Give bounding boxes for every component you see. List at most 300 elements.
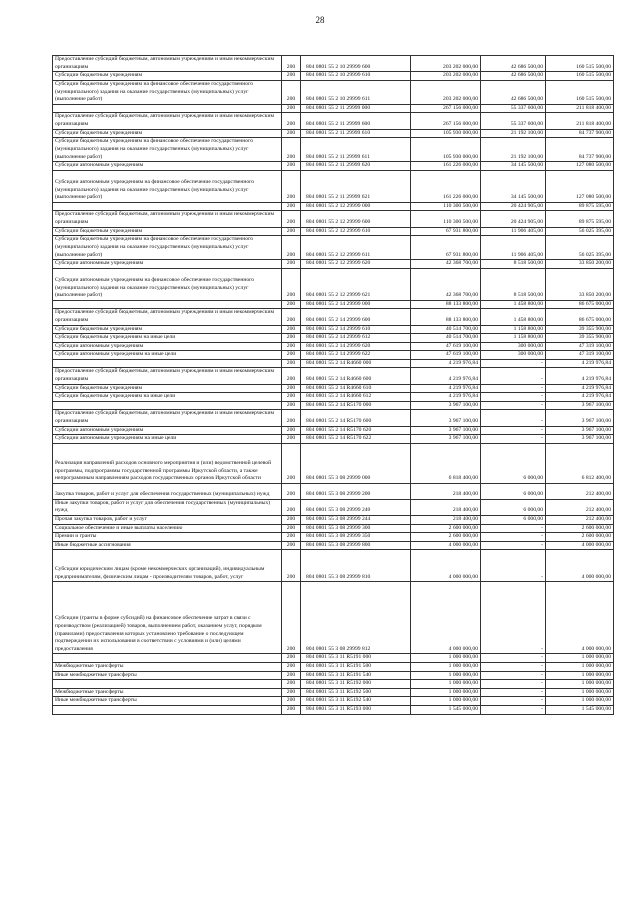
table-row [53,680,614,689]
row-executed-amount: - [481,550,546,582]
row-executed-amount: 1 158 800,00 [481,334,546,343]
row-budget-classification-code: 804 0801 55 2 14 R5170 620 [301,426,411,435]
row-description: Субсидии бюджетным учреждениям на финансовое обеспечение государственного (муниципального) задания на оказание государственных (муниципальных) услуг (выполнение работ) [53,80,282,104]
table-row [53,162,614,171]
row-unexecuted-amount: 160 515 500,00 [546,72,614,81]
row-approved-amount: 47 619 100,00 [411,351,481,360]
row-approved-amount: 2 600 000,00 [411,524,481,533]
row-description: Предоставление субсидий бюджетным, автономным учреждениям и иным некоммерческим организациям [53,410,282,426]
row-description: Субсидии автономным учреждениям [53,426,282,435]
row-description: Предоставление субсидий бюджетным, автономным учреждениям и иным некоммерческим организациям [53,211,282,227]
row-executed-amount: 42 686 500,00 [481,72,546,81]
table-row [53,211,614,227]
row-executed-amount: 1 458 800,00 [481,300,546,309]
row-description: Субсидии бюджетным учреждениям [53,129,282,138]
table-row [53,401,614,410]
row-budget-classification-code: 804 0801 55 2 14 R5170 622 [301,435,411,444]
row-unexecuted-amount: 86 675 000,00 [546,300,614,309]
row-line-code: 200 [282,435,301,444]
row-description [53,104,282,113]
row-line-code: 200 [282,129,301,138]
row-unexecuted-amount: 3 967 100,00 [546,410,614,426]
row-description: Предоставление субсидий бюджетным, автономным учреждениям и иным некоммерческим организациям [53,309,282,325]
row-executed-amount: 42 686 500,00 [481,56,546,72]
row-executed-amount: - [481,435,546,444]
row-line-code: 200 [282,351,301,360]
row-description [53,202,282,211]
row-executed-amount: 34 145 500,00 [481,170,546,202]
row-line-code: 200 [282,662,301,671]
row-line-code: 200 [282,309,301,325]
table-row [53,516,614,525]
row-unexecuted-amount: 89 875 595,00 [546,202,614,211]
row-executed-amount: 55 337 600,00 [481,113,546,129]
row-line-code: 200 [282,113,301,129]
row-budget-classification-code: 804 0801 55 2 14 29999 612 [301,334,411,343]
table-row [53,410,614,426]
row-unexecuted-amount: 84 737 900,00 [546,129,614,138]
row-budget-classification-code: 804 0801 55 2 12 29999 600 [301,211,411,227]
row-budget-classification-code: 804 0801 55 2 14 R5170 000 [301,401,411,410]
row-description: Субсидии автономным учреждениям [53,260,282,269]
row-description: Закупка товаров, работ и услуг для обеспечения государственных (муниципальных) нужд [53,483,282,499]
row-unexecuted-amount: 1 000 000,00 [546,662,614,671]
row-line-code: 200 [282,80,301,104]
table-row [53,688,614,697]
row-unexecuted-amount: 6 812 400,00 [546,443,614,483]
row-line-code: 200 [282,654,301,663]
table-row [53,524,614,533]
row-approved-amount: 3 967 100,00 [411,410,481,426]
row-line-code: 200 [282,56,301,72]
row-approved-amount: 1 000 000,00 [411,662,481,671]
row-budget-classification-code: 804 0801 55 2 11 29999 620 [301,162,411,171]
row-line-code: 200 [282,443,301,483]
row-line-code: 200 [282,680,301,689]
row-approved-amount: 88 133 800,00 [411,309,481,325]
row-unexecuted-amount: 86 675 000,00 [546,309,614,325]
row-description: Иные закупки товаров, работ и услуг для обеспечения государственных (муниципальных) нужд [53,499,282,515]
table-row [53,129,614,138]
row-approved-amount: 267 156 000,00 [411,113,481,129]
row-budget-classification-code: 804 0801 55 2 10 29999 610 [301,72,411,81]
row-description: Социальное обеспечение и иные выплаты населению [53,524,282,533]
row-description [53,654,282,663]
row-budget-classification-code: 804 0801 55 2 14 R4660 000 [301,359,411,368]
row-description: Субсидии бюджетным учреждениям на иные цели [53,393,282,402]
row-unexecuted-amount: 89 875 595,00 [546,211,614,227]
row-budget-classification-code: 804 0801 55 2 11 29999 600 [301,113,411,129]
row-description: Межбюджетные трансферты [53,688,282,697]
row-line-code: 200 [282,393,301,402]
row-description: Иные межбюджетные трансферты [53,697,282,706]
table-row [53,138,614,162]
row-approved-amount: 47 619 100,00 [411,342,481,351]
row-description: Субсидии юридическим лицам (кроме некоммерческих организаций), индивидуальным предпринимателям, физическим лицам - производителям товаров, работ, услуг [53,550,282,582]
row-executed-amount: - [481,410,546,426]
table-row [53,260,614,269]
row-approved-amount: 161 226 000,00 [411,170,481,202]
row-budget-classification-code: 804 0801 55 3 08 29999 812 [301,582,411,654]
table-row [53,325,614,334]
row-unexecuted-amount: 2 600 000,00 [546,533,614,542]
row-executed-amount: - [481,541,546,550]
row-approved-amount: 161 226 000,00 [411,162,481,171]
row-line-code: 200 [282,697,301,706]
row-unexecuted-amount: 4 219 976,84 [546,393,614,402]
row-line-code: 200 [282,342,301,351]
row-executed-amount: - [481,705,546,714]
row-unexecuted-amount: 4 000 000,00 [546,541,614,550]
row-line-code: 200 [282,334,301,343]
row-unexecuted-amount: 56 025 395,00 [546,227,614,236]
row-unexecuted-amount: 56 025 395,00 [546,236,614,260]
table-row [53,342,614,351]
row-line-code: 200 [282,202,301,211]
row-description [53,300,282,309]
row-unexecuted-amount: 1 000 000,00 [546,688,614,697]
row-budget-classification-code: 804 0801 55 3 08 29999 810 [301,550,411,582]
table-row [53,334,614,343]
row-budget-classification-code: 804 0801 55 2 12 29999 620 [301,260,411,269]
row-executed-amount: 20 424 905,00 [481,202,546,211]
row-approved-amount: 203 202 000,00 [411,56,481,72]
row-approved-amount: 110 300 500,00 [411,211,481,227]
row-line-code: 200 [282,688,301,697]
row-approved-amount: 3 967 100,00 [411,401,481,410]
table-row [53,170,614,202]
row-unexecuted-amount: 1 000 000,00 [546,697,614,706]
row-executed-amount: 8 518 500,00 [481,268,546,300]
row-unexecuted-amount: 3 967 100,00 [546,401,614,410]
row-approved-amount: 4 219 976,84 [411,368,481,384]
row-budget-classification-code: 804 0801 55 2 11 29999 610 [301,129,411,138]
row-approved-amount: 1 000 000,00 [411,688,481,697]
row-description: Субсидии бюджетным учреждениям [53,72,282,81]
row-approved-amount: 6 818 400,00 [411,443,481,483]
row-unexecuted-amount: 212 400,00 [546,483,614,499]
row-approved-amount: 267 156 000,00 [411,104,481,113]
row-executed-amount: - [481,533,546,542]
table-row [53,300,614,309]
table-row [53,654,614,663]
row-line-code: 200 [282,533,301,542]
table-row [53,368,614,384]
row-unexecuted-amount: 127 080 500,00 [546,162,614,171]
row-approved-amount: 218 400,00 [411,516,481,525]
row-approved-amount: 1 000 000,00 [411,654,481,663]
row-line-code: 200 [282,516,301,525]
row-approved-amount: 218 400,00 [411,499,481,515]
row-executed-amount: 1 458 800,00 [481,309,546,325]
row-line-code: 200 [282,541,301,550]
row-budget-classification-code: 804 0801 55 2 14 R4660 600 [301,368,411,384]
row-executed-amount: 55 337 600,00 [481,104,546,113]
table-row [53,499,614,515]
row-unexecuted-amount: 2 600 000,00 [546,524,614,533]
table-row [53,582,614,654]
budget-table [52,55,614,715]
table-row [53,483,614,499]
row-budget-classification-code: 804 0801 55 3 11 R5192 000 [301,680,411,689]
row-executed-amount: - [481,524,546,533]
row-budget-classification-code: 804 0801 55 3 11 R5192 500 [301,688,411,697]
table-row [53,236,614,260]
row-approved-amount: 4 219 976,84 [411,393,481,402]
row-executed-amount: - [481,426,546,435]
row-approved-amount: 4 000 000,00 [411,582,481,654]
row-unexecuted-amount: 39 355 900,00 [546,334,614,343]
row-approved-amount: 67 931 800,00 [411,236,481,260]
row-approved-amount: 105 930 000,00 [411,138,481,162]
row-unexecuted-amount: 4 219 976,84 [546,359,614,368]
row-approved-amount: 105 930 000,00 [411,129,481,138]
row-budget-classification-code: 804 0801 55 2 14 29999 000 [301,300,411,309]
row-description [53,401,282,410]
row-approved-amount: 3 967 100,00 [411,435,481,444]
row-executed-amount: 11 906 405,00 [481,236,546,260]
row-description: Предоставление субсидий бюджетным, автономным учреждениям и иным некоммерческим организациям [53,368,282,384]
table-row [53,671,614,680]
row-description: Субсидии бюджетным учреждениям на финансовое обеспечение государственного (муниципального) задания на оказание государственных (муниципальных) услуг (выполнение работ) [53,138,282,162]
row-budget-classification-code: 804 0801 55 2 14 29999 610 [301,325,411,334]
row-line-code: 200 [282,162,301,171]
row-line-code: 200 [282,582,301,654]
page-number: 28 [315,15,325,25]
table-row [53,443,614,483]
row-budget-classification-code: 804 0801 55 3 08 29999 200 [301,483,411,499]
row-budget-classification-code: 804 0801 55 2 14 R4660 610 [301,384,411,393]
row-approved-amount: 203 202 000,00 [411,72,481,81]
table-row [53,393,614,402]
row-budget-classification-code: 804 0801 55 2 14 R4660 612 [301,393,411,402]
row-unexecuted-amount: 84 737 900,00 [546,138,614,162]
row-executed-amount: 6 000,00 [481,516,546,525]
row-description [53,705,282,714]
row-executed-amount: 21 192 100,00 [481,138,546,162]
row-budget-classification-code: 804 0801 55 2 12 29999 611 [301,236,411,260]
row-executed-amount: - [481,384,546,393]
table-row [53,80,614,104]
table-row [53,384,614,393]
row-unexecuted-amount: 4 219 976,84 [546,368,614,384]
table-row [53,697,614,706]
row-line-code: 200 [282,359,301,368]
row-description: Иные межбюджетные трансферты [53,671,282,680]
row-line-code: 200 [282,211,301,227]
table-row [53,104,614,113]
row-executed-amount: - [481,368,546,384]
row-unexecuted-amount: 1 000 000,00 [546,680,614,689]
row-line-code: 200 [282,138,301,162]
row-description: Предоставление субсидий бюджетным, автономным учреждениям и иным некоммерческим организациям [53,56,282,72]
row-unexecuted-amount: 33 850 200,00 [546,268,614,300]
row-budget-classification-code: 804 0801 55 3 08 29999 800 [301,541,411,550]
row-line-code: 200 [282,401,301,410]
row-executed-amount: 21 192 100,00 [481,129,546,138]
row-executed-amount: - [481,359,546,368]
row-unexecuted-amount: 1 000 000,00 [546,654,614,663]
row-description: Субсидии бюджетным учреждениям [53,227,282,236]
row-description: Субсидии автономным учреждениям [53,342,282,351]
row-executed-amount: - [481,662,546,671]
row-line-code: 200 [282,170,301,202]
row-budget-classification-code: 804 0801 55 2 14 R5170 600 [301,410,411,426]
row-executed-amount: - [481,680,546,689]
row-budget-classification-code: 804 0801 55 2 10 29999 611 [301,80,411,104]
table-row [53,533,614,542]
row-line-code: 200 [282,227,301,236]
row-executed-amount: 34 145 500,00 [481,162,546,171]
table-row [53,113,614,129]
table-row [53,309,614,325]
row-description: Реализация направлений расходов основного мероприятия и (или) ведомственной целевой программы, подпрограммы государственной программы Иркутской области, а также непрограммным направлениям расходов государственных органов Иркутской области [53,443,282,483]
row-line-code: 200 [282,426,301,435]
row-unexecuted-amount: 127 080 500,00 [546,170,614,202]
row-budget-classification-code: 804 0801 55 3 08 29999 000 [301,443,411,483]
table-row [53,268,614,300]
row-approved-amount: 40 514 700,00 [411,334,481,343]
row-line-code: 200 [282,524,301,533]
row-unexecuted-amount: 47 319 100,00 [546,351,614,360]
row-line-code: 200 [282,300,301,309]
row-executed-amount: - [481,688,546,697]
row-executed-amount: 8 518 500,00 [481,260,546,269]
row-budget-classification-code: 804 0801 55 3 08 29999 300 [301,524,411,533]
row-approved-amount: 1 000 000,00 [411,680,481,689]
row-line-code: 200 [282,268,301,300]
row-description: Субсидии автономным учреждениям на иные цели [53,435,282,444]
row-budget-classification-code: 804 0801 55 2 10 29999 600 [301,56,411,72]
row-approved-amount: 203 202 000,00 [411,80,481,104]
row-executed-amount: 300 000,00 [481,351,546,360]
row-unexecuted-amount: 211 818 400,00 [546,104,614,113]
row-approved-amount: 42 368 700,00 [411,260,481,269]
row-description: Субсидии автономным учреждениям на финансовое обеспечение государственного (муниципального) задания на оказание государственных (муниципальных) услуг (выполнение работ) [53,170,282,202]
table-body [53,56,614,715]
row-line-code: 200 [282,325,301,334]
row-unexecuted-amount: 4 000 000,00 [546,550,614,582]
row-budget-classification-code: 804 0801 55 2 12 29999 610 [301,227,411,236]
row-line-code: 200 [282,260,301,269]
row-unexecuted-amount: 212 400,00 [546,516,614,525]
row-budget-classification-code: 804 0801 55 2 12 29999 621 [301,268,411,300]
row-executed-amount: 1 158 800,00 [481,325,546,334]
row-budget-classification-code: 804 0801 55 3 11 R5191 000 [301,654,411,663]
row-unexecuted-amount: 160 515 500,00 [546,56,614,72]
row-line-code: 200 [282,671,301,680]
row-unexecuted-amount: 39 355 900,00 [546,325,614,334]
row-budget-classification-code: 804 0801 55 2 12 29999 000 [301,202,411,211]
row-approved-amount: 1 545 000,00 [411,705,481,714]
row-description: Субсидии автономным учреждениям на финансовое обеспечение государственного (муниципального) задания на оказание государственных (муниципальных) услуг (выполнение работ) [53,268,282,300]
row-unexecuted-amount: 4 000 000,00 [546,582,614,654]
row-description: Субсидии бюджетным учреждениям на финансовое обеспечение государственного (муниципального) задания на оказание государственных (муниципальных) услуг (выполнение работ) [53,236,282,260]
table-row [53,435,614,444]
row-description: Субсидии (гранты в форме субсидий) на финансовое обеспечение затрат в связи с производством (реализацией) товаров, выполнением работ, оказанием услуг, порядком (правилами) предоставления которых установлено требование о последующем подтверждении их использования в соответствии с условиями и (или) целями предоставления [53,582,282,654]
row-description [53,359,282,368]
row-approved-amount: 1 000 000,00 [411,671,481,680]
row-budget-classification-code: 804 0801 55 2 11 29999 621 [301,170,411,202]
row-executed-amount: - [481,654,546,663]
table-row [53,426,614,435]
row-description: Прочая закупка товаров, работ и услуг [53,516,282,525]
row-executed-amount: - [481,697,546,706]
row-line-code: 200 [282,550,301,582]
row-description: Субсидии автономным учреждениям [53,162,282,171]
table-row [53,541,614,550]
row-line-code: 200 [282,72,301,81]
row-budget-classification-code: 804 0801 55 2 11 29999 000 [301,104,411,113]
row-approved-amount: 67 931 800,00 [411,227,481,236]
table-row [53,662,614,671]
row-unexecuted-amount: 160 515 500,00 [546,80,614,104]
row-budget-classification-code: 804 0801 55 3 08 29999 350 [301,533,411,542]
row-description: Межбюджетные трансферты [53,662,282,671]
row-unexecuted-amount: 211 818 400,00 [546,113,614,129]
row-description: Субсидии бюджетным учреждениям на иные цели [53,334,282,343]
row-description: Премии и гранты [53,533,282,542]
row-unexecuted-amount: 1 000 000,00 [546,671,614,680]
row-executed-amount: 6 000,00 [481,443,546,483]
row-budget-classification-code: 804 0801 55 2 14 29999 622 [301,351,411,360]
row-unexecuted-amount: 212 400,00 [546,499,614,515]
row-description: Субсидии бюджетным учреждениям [53,325,282,334]
row-executed-amount: 11 906 405,00 [481,227,546,236]
row-executed-amount: - [481,393,546,402]
row-line-code: 200 [282,410,301,426]
row-budget-classification-code: 804 0801 55 3 08 29999 240 [301,499,411,515]
row-unexecuted-amount: 33 850 200,00 [546,260,614,269]
row-approved-amount: 40 514 700,00 [411,325,481,334]
row-unexecuted-amount: 47 319 100,00 [546,342,614,351]
row-description: Предоставление субсидий бюджетным, автономным учреждениям и иным некоммерческим организациям [53,113,282,129]
row-line-code: 200 [282,236,301,260]
row-approved-amount: 1 000 000,00 [411,697,481,706]
row-budget-classification-code: 804 0801 55 3 11 R5193 000 [301,705,411,714]
row-approved-amount: 88 133 800,00 [411,300,481,309]
row-line-code: 200 [282,104,301,113]
row-executed-amount: 42 686 500,00 [481,80,546,104]
row-description: Субсидии бюджетным учреждениям [53,384,282,393]
row-unexecuted-amount: 4 219 976,84 [546,384,614,393]
row-budget-classification-code: 804 0801 55 2 14 29999 600 [301,309,411,325]
row-executed-amount: 6 000,00 [481,483,546,499]
row-budget-classification-code: 804 0801 55 2 11 29999 611 [301,138,411,162]
row-unexecuted-amount: 3 967 100,00 [546,435,614,444]
row-budget-classification-code: 804 0801 55 2 14 29999 620 [301,342,411,351]
row-executed-amount: 6 000,00 [481,499,546,515]
row-approved-amount: 218 400,00 [411,483,481,499]
table-row [53,72,614,81]
row-budget-classification-code: 804 0801 55 3 11 R5192 540 [301,697,411,706]
table-row [53,202,614,211]
table-row [53,351,614,360]
row-budget-classification-code: 804 0801 55 3 11 R5191 540 [301,671,411,680]
row-line-code: 200 [282,499,301,515]
table-row [53,550,614,582]
row-line-code: 200 [282,384,301,393]
row-approved-amount: 4 000 000,00 [411,541,481,550]
row-line-code: 200 [282,368,301,384]
row-executed-amount: 300 000,00 [481,342,546,351]
row-description: Субсидии автономным учреждениям на иные цели [53,351,282,360]
table-row [53,705,614,714]
row-approved-amount: 4 219 976,84 [411,384,481,393]
row-unexecuted-amount: 3 967 100,00 [546,426,614,435]
row-line-code: 200 [282,705,301,714]
row-executed-amount: 20 424 905,00 [481,211,546,227]
